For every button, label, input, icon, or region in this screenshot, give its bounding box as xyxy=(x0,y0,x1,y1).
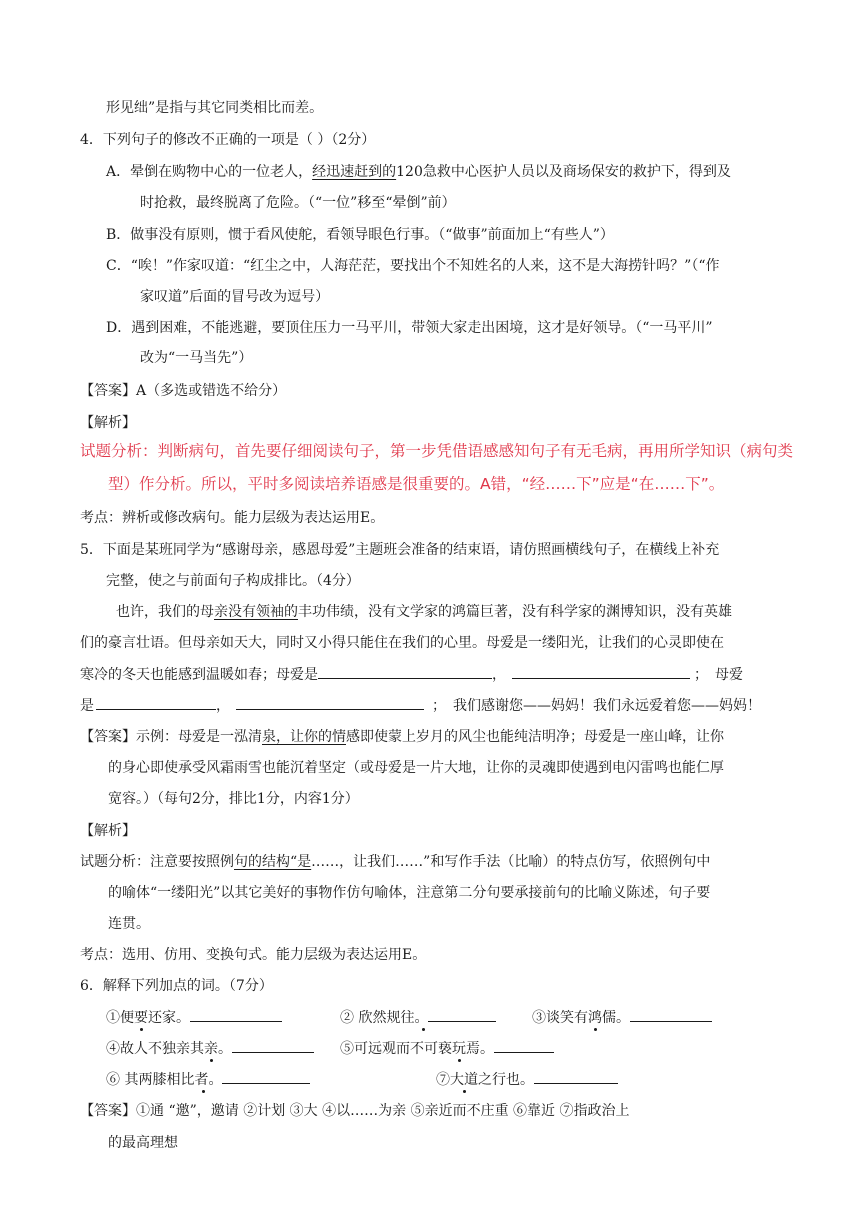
answer-blank[interactable] xyxy=(494,1038,554,1053)
emphasis-dot xyxy=(196,1069,210,1089)
red-analysis-line: 试题分析：判断病句，首先要仔细阅读句子，第一步凭借语感感知句子有无毛病，再用所学知识（病句类 xyxy=(80,442,794,460)
emphasis-dot xyxy=(588,1007,602,1027)
answer-blank[interactable] xyxy=(630,1007,712,1022)
answer-blank[interactable] xyxy=(236,695,424,710)
question-5-title: 5．下面是某班同学为“感谢母亲，感恩母爱”主题班会准备的结束语，请仿照画横线句子，在横线上补充 xyxy=(80,542,720,558)
word-item-7: ⑦大道之行也。 xyxy=(436,1069,618,1090)
option-c: C．“唉！”作家叹道：“红尘之中，人海茫茫，要找出个不知姓名的人来，这不是大海捞针吗？”（“作 xyxy=(106,258,720,274)
emphasis-dot xyxy=(416,1007,430,1027)
question-5-cont: 完整，使之与前面句子构成排比。（4分） xyxy=(106,573,360,589)
emphasis-dot xyxy=(204,1038,218,1058)
option-a-cont: 时抢救，最终脱离了危险。（“一位”移至“晕倒”前） xyxy=(140,195,456,211)
answer-6-cont: 的最高理想 xyxy=(108,1135,178,1151)
passage-line: 也许，我们的母亲没有领袖的丰功伟绩，没有文学家的鸿篇巨著，没有科学家的渊博知识，没有英雄 xyxy=(116,604,732,620)
analysis-heading: 【解析】 xyxy=(80,823,136,839)
answer-blank[interactable] xyxy=(232,1038,314,1053)
option-d-cont: 改为“一马当先”） xyxy=(140,350,253,366)
question-4-title: 4．下列句子的修改不正确的一项是（ ）（2分） xyxy=(80,132,376,148)
question-6-title: 6．解释下列加点的词。（7分） xyxy=(80,978,273,994)
answer-blank[interactable] xyxy=(534,1069,618,1084)
answer-blank[interactable] xyxy=(222,1069,310,1084)
passage-line-blanks: 寒冷的冬天也能感到温暖如春；母爱是 ， ； 母爱 xyxy=(80,664,743,685)
emphasis-dot xyxy=(134,1007,148,1027)
analysis-5-cont: 连贯。 xyxy=(108,916,150,932)
answer-6: 【答案】①通 “邀”，邀请 ②计划 ③大 ④以……为亲 ⑤亲近而不庄重 ⑥靠近 ⑦指政治上 xyxy=(80,1103,630,1119)
kaodian-5: 考点：选用、仿用、变换句式。能力层级为表达运用E。 xyxy=(80,947,427,963)
emphasis-dot xyxy=(450,1069,478,1089)
word-item-6: ⑥ 其两膝相比者。 xyxy=(106,1069,310,1090)
answer-5-cont: 的身心即使承受风霜雨雪也能沉着坚定（或母爱是一片大地，让你的灵魂即使遇到电闪雷鸣也能仁厚 xyxy=(108,760,724,776)
analysis-5-cont: 的喻体“一缕阳光”以其它美好的事物作仿句喻体，注意第二分句要承接前句的比喻义陈述，句子要 xyxy=(108,885,711,901)
analysis-heading: 【解析】 xyxy=(80,415,136,431)
word-item-3: ③谈笑有鸿儒。 xyxy=(532,1007,712,1028)
answer-blank[interactable] xyxy=(512,664,690,679)
answer-blank[interactable] xyxy=(96,695,216,710)
answer-5: 【答案】示例：母爱是一泓清泉，让你的情感即使蒙上岁月的风尘也能纯洁明净；母爱是一座山峰，让你 xyxy=(80,729,724,745)
word-item-5: ⑤可远观而不可亵玩焉。 xyxy=(340,1038,554,1059)
answer-4: 【答案】A（多选或错选不给分） xyxy=(80,383,287,399)
emphasis-dot xyxy=(452,1038,466,1058)
word-item-4: ④故人不独亲其亲。 xyxy=(106,1038,314,1059)
passage-line: 们的豪言壮语。但母亲如天大，同时又小得只能住在我们的心里。母爱是一缕阳光，让我们的心灵即使在 xyxy=(80,635,724,651)
answer-blank[interactable] xyxy=(428,1007,496,1022)
red-analysis-line: 型）作分析。所以，平时多阅读培养语感是很重要的。A错，“经……下”应是“在……下”。 xyxy=(108,475,725,493)
kaodian-4: 考点：辨析或修改病句。能力层级为表达运用E。 xyxy=(80,510,385,526)
option-c-cont: 家叹道”后面的冒号改为逗号） xyxy=(140,289,330,305)
answer-blank[interactable] xyxy=(318,664,492,679)
word-item-1: ①便要还家。 xyxy=(106,1007,282,1028)
passage-line-blanks: 是 ， ； 我们感谢您——妈妈！我们永远爱着您——妈妈！ xyxy=(80,695,761,716)
option-b: B．做事没有原则，惯于看风使舵，看领导眼色行事。（“做事”前面加上“有些人”） xyxy=(106,227,614,243)
answer-5-cont: 宽容。）（每句2分，排比1分，内容1分） xyxy=(108,791,359,807)
answer-blank[interactable] xyxy=(190,1007,282,1022)
analysis-5: 试题分析：注意要按照例句的结构“是……，让我们……”和写作手法（比喻）的特点仿写，依照例句中 xyxy=(80,854,711,870)
option-a: A．晕倒在购物中心的一位老人，经迅速赶到的120急救中心医护人员以及商场保安的救护下，得到及 xyxy=(106,164,731,180)
text-line: 形见绌”是指与其它同类相比而差。 xyxy=(106,100,324,116)
option-d: D．遇到困难，不能逃避，要顶住压力一马平川，带领大家走出困境，这才是好领导。（“一马平川” xyxy=(106,320,713,336)
word-item-2: ② 欣然规往。 xyxy=(340,1007,496,1028)
